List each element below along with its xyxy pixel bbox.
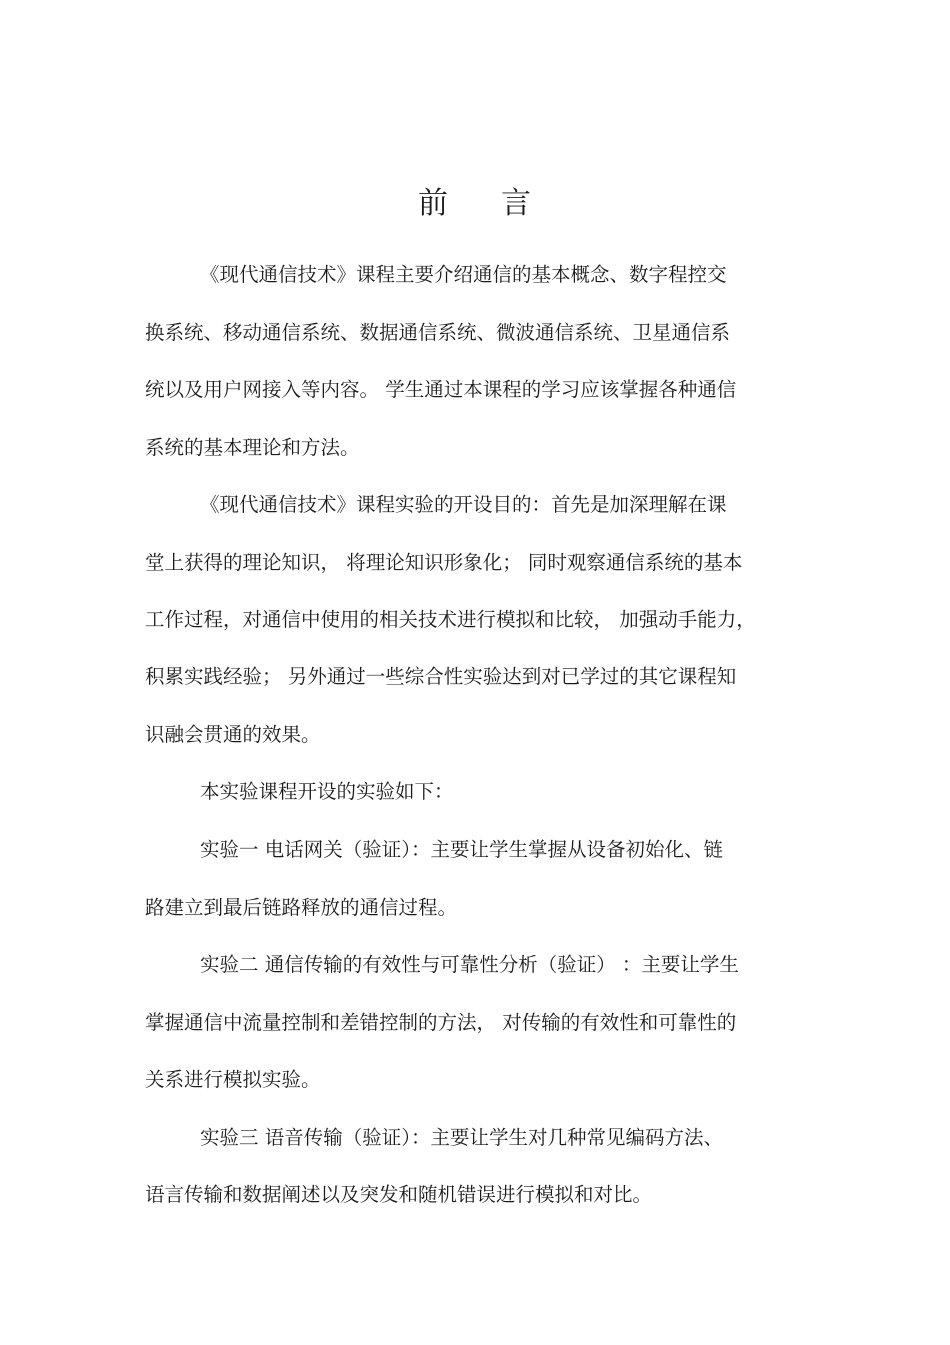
experiment-3-line-1: 实验三 语音传输（验证）：主要让学生对几种常见编码方法、 [200, 1126, 723, 1149]
paragraph-2-line-5: 识融会贯通的效果。 [145, 723, 321, 746]
paragraph-2-line-3: 工作过程，对通信中使用的相关技术进行模拟和比较， 加强动手能力， [145, 608, 756, 631]
experiment-2-line-2: 掌握通信中流量控制和差错控制的方法， 对传输的有效性和可靠性的 [145, 1011, 737, 1034]
paragraph-1-line-1: 《现代通信技术》课程主要介绍通信的基本概念、数字程控交 [200, 263, 727, 286]
experiment-1-line-1: 实验一 电话网关（验证）：主要让学生掌握从设备初始化、链 [200, 838, 723, 861]
page-title [0, 182, 950, 226]
experiment-2-line-3: 关系进行模拟实验。 [145, 1068, 321, 1091]
paragraph-1-line-2: 换系统、移动通信系统、数据通信系统、微波通信系统、卫星通信系 [145, 321, 731, 344]
paragraph-3-line-1: 本实验课程开设的实验如下： [200, 780, 454, 803]
experiment-1-line-2: 路建立到最后链路释放的通信过程。 [145, 896, 458, 919]
paragraph-1-line-4: 系统的基本理论和方法。 [145, 436, 360, 459]
paragraph-2-line-2: 堂上获得的理论知识， 将理论知识形象化； 同时观察通信系统的基本 [145, 551, 743, 574]
paragraph-1-line-3: 统以及用户网接入等内容。 学生通过本课程的学习应该掌握各种通信 [145, 378, 737, 401]
experiment-2-line-1: 实验二 通信传输的有效性与可靠性分析（验证） ：主要让学生 [200, 953, 739, 976]
paragraph-2-line-1: 《现代通信技术》课程实验的开设目的：首先是加深理解在课 [200, 493, 727, 516]
experiment-3-line-2: 语言传输和数据阐述以及突发和随机错误进行模拟和对比。 [145, 1183, 653, 1206]
title-char-1: 前 [418, 186, 449, 221]
title-char-2: 言 [501, 186, 532, 221]
paragraph-2-line-4: 积累实践经验； 另外通过一些综合性实验达到对已学过的其它课程知 [145, 665, 737, 688]
